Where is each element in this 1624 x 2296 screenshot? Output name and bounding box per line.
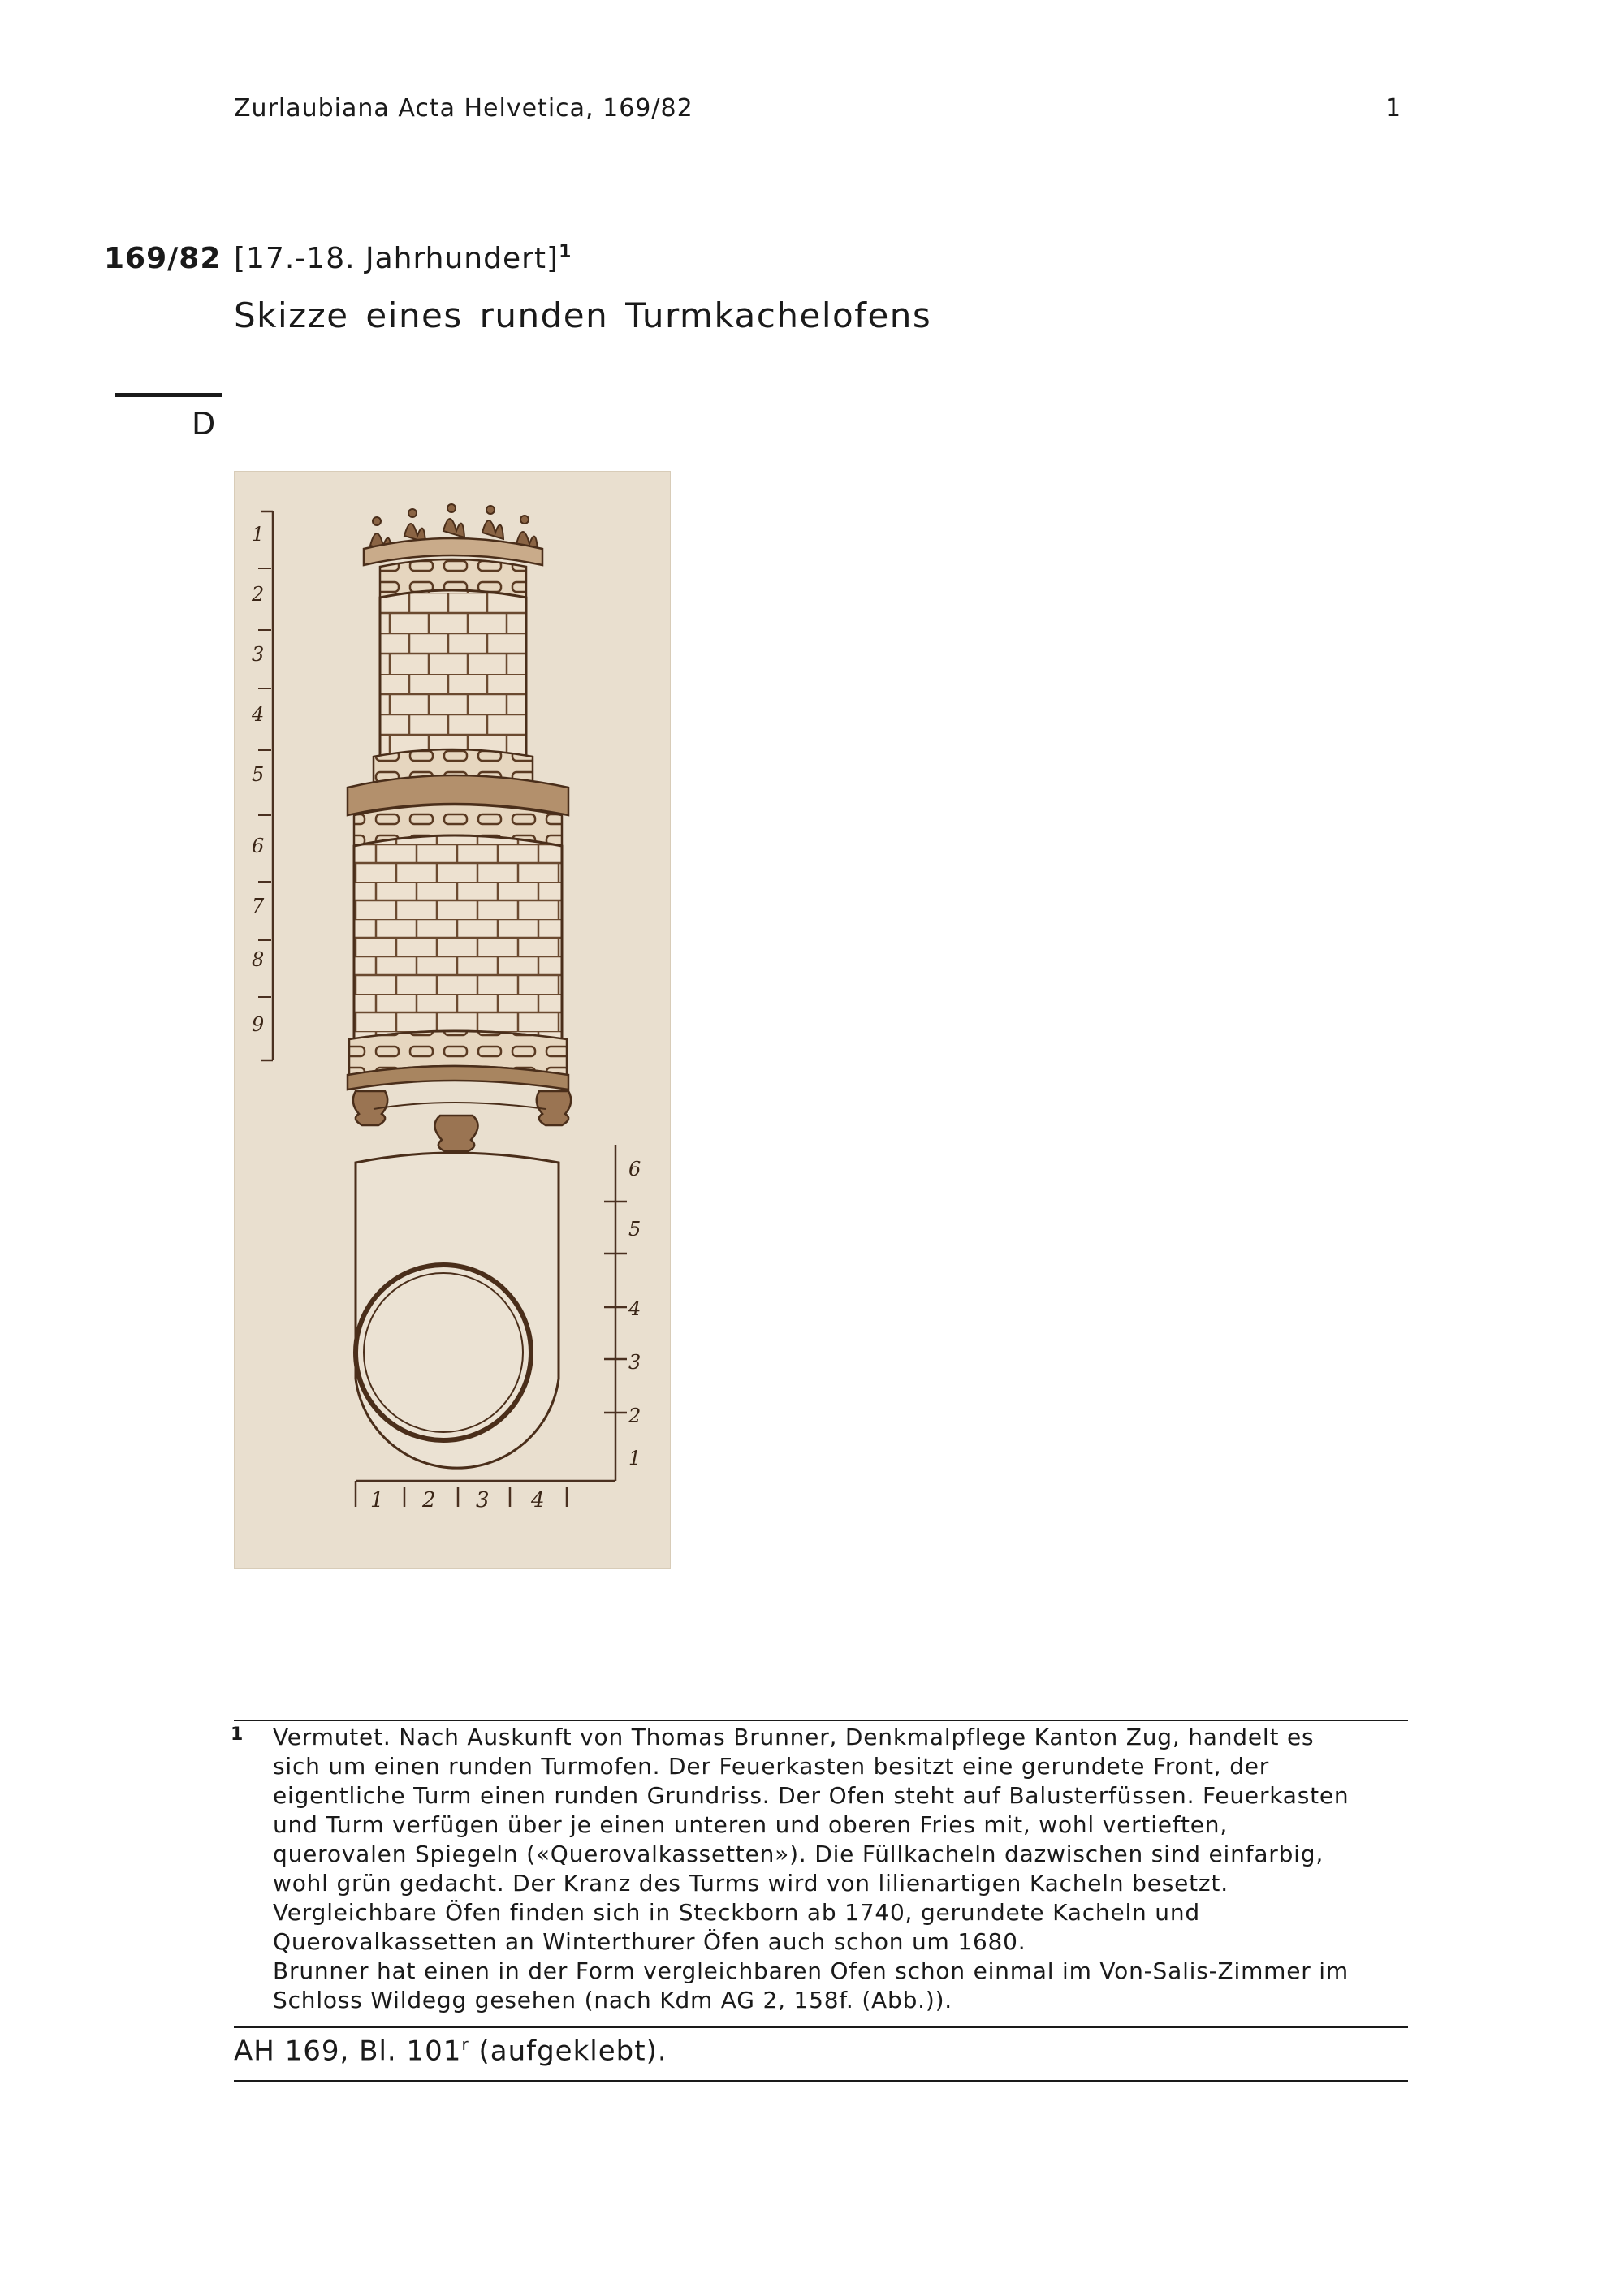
svg-text:4: 4 <box>252 703 265 726</box>
footnote-line: Vergleichbare Öfen finden sich in Steckborn ab 1740, gerundete Kacheln und <box>273 1899 1200 1926</box>
svg-text:6: 6 <box>628 1158 641 1180</box>
footnote-line: Querovalkassetten an Winterthurer Öfen auch schon um 1680. <box>273 1928 1026 1955</box>
page-number: 1 <box>1385 94 1402 123</box>
document-number: 169/82 <box>104 242 222 275</box>
svg-text:5: 5 <box>628 1218 641 1241</box>
source-reference <box>234 2035 667 2067</box>
svg-text:2: 2 <box>628 1405 641 1427</box>
svg-text:3: 3 <box>628 1351 641 1374</box>
svg-text:4: 4 <box>531 1488 545 1513</box>
section-rule <box>115 393 222 397</box>
svg-text:1: 1 <box>628 1447 641 1470</box>
svg-text:3: 3 <box>252 643 265 666</box>
footnote-line: eigentliche Turm einen runden Grundriss. Der Ofen steht auf Balusterfüssen. Feuerkasten <box>273 1782 1350 1809</box>
footnote-mark: 1 <box>231 1724 244 1745</box>
source-superscript: r <box>461 2035 469 2054</box>
footnote-line: und Turm verfügen über je einen unteren und oberen Fries mit, wohl vertieften, <box>273 1811 1229 1838</box>
footnote-line: Vermutet. Nach Auskunft von Thomas Brunner, Denkmalpflege Kanton Zug, handelt es <box>273 1724 1315 1750</box>
document-title: Skizze eines runden Turmkachelofens <box>234 296 932 335</box>
stove-sketch-image <box>234 471 671 1569</box>
source-text: AH 169, Bl. 101 <box>234 2035 462 2068</box>
footnote-line: Brunner hat einen in der Form vergleichbaren Ofen schon einmal im Von-Salis-Zimmer im <box>273 1957 1349 1984</box>
svg-text:4: 4 <box>628 1297 641 1320</box>
footnote-text <box>273 1723 1410 2015</box>
ground-plan <box>356 1153 559 1468</box>
svg-text:2: 2 <box>422 1488 436 1513</box>
source-rule-top <box>234 2026 1408 2028</box>
document-date <box>234 242 572 275</box>
date-text: [17.-18. Jahrhundert] <box>234 242 559 275</box>
footnote-line: querovalen Spiegeln («Querovalkassetten»). Die Füllkacheln dazwischen sind einfarbig, <box>273 1841 1324 1867</box>
svg-text:2: 2 <box>252 583 265 606</box>
running-title: Zurlaubiana Acta Helvetica, 169/82 <box>234 94 693 123</box>
svg-text:1: 1 <box>252 523 265 546</box>
source-rule-bottom <box>234 2080 1408 2082</box>
section-letter: D <box>192 406 216 442</box>
svg-text:1: 1 <box>370 1488 384 1513</box>
source-note: (aufgeklebt). <box>469 2035 667 2068</box>
footnote-reference[interactable]: 1 <box>559 242 572 262</box>
footnote-rule <box>234 1720 1408 1721</box>
svg-text:3: 3 <box>476 1488 490 1513</box>
footnote-line: wohl grün gedacht. Der Kranz des Turms wird von lilienartigen Kacheln besetzt. <box>273 1870 1229 1897</box>
footnote-line: sich um einen runden Turmofen. Der Feuerkasten besitzt eine gerundete Front, der <box>273 1753 1270 1780</box>
svg-text:9: 9 <box>252 1013 265 1036</box>
svg-text:7: 7 <box>252 895 265 917</box>
svg-text:5: 5 <box>252 763 265 786</box>
stove-sketch <box>234 471 671 1569</box>
svg-text:6: 6 <box>252 835 265 857</box>
left-scale-labels <box>251 523 265 1036</box>
footnote-line: Schloss Wildegg gesehen (nach Kdm AG 2, 158f. (Abb.)). <box>273 1987 953 2013</box>
svg-text:8: 8 <box>252 948 265 971</box>
